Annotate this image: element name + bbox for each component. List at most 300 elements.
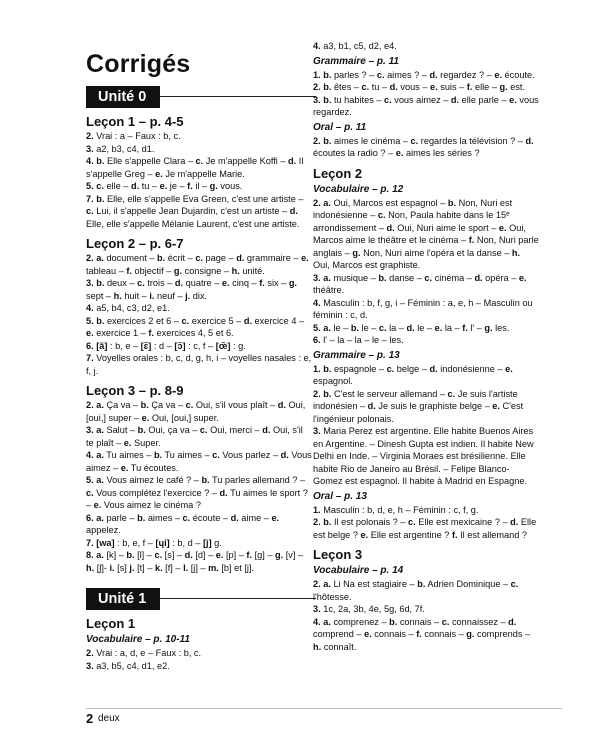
answer-label: d.: [219, 487, 228, 498]
answer-label: c.: [376, 69, 385, 80]
answer-text: tu –: [139, 181, 160, 191]
answer-text: Elle est belge ?: [313, 517, 537, 540]
answer-text: Vous parlez –: [219, 450, 281, 460]
answer-entry: [86, 647, 312, 660]
answer-entry: [86, 424, 312, 449]
answer-entry: [313, 603, 539, 616]
answer-entry: [86, 537, 312, 550]
answer-text: [l] –: [134, 550, 155, 560]
unit-banner-unite-1: [86, 588, 312, 610]
answer-text: Vous aimez le cinéma ?: [101, 500, 201, 510]
answer-text: Oui, [oui,] super –: [86, 400, 306, 423]
answer-label: e.: [123, 437, 132, 448]
answer-label: 4.: [313, 41, 321, 51]
answer-text: espagnol.: [313, 376, 353, 386]
answer-text: [j] –: [188, 562, 209, 573]
answer-label: 4. a.: [313, 616, 331, 627]
answer-text: elle –: [472, 82, 500, 92]
answer-label: e.: [301, 253, 309, 263]
answer-label: c.: [424, 272, 433, 283]
answer-entry: [313, 135, 539, 160]
answer-label: e.: [215, 550, 224, 560]
answer-label: d.: [508, 616, 517, 627]
answer-label: 7. [wa]: [86, 537, 115, 548]
answer-text: huit –: [121, 290, 150, 301]
answer-text: connais –: [371, 629, 417, 639]
answer-text: Tu aimes –: [162, 450, 213, 460]
answer-text: Elle s'appelle Clara –: [104, 156, 196, 166]
answer-text: elle –: [103, 181, 131, 191]
answer-text: document –: [103, 253, 158, 263]
answer-label: d.: [243, 315, 252, 326]
answer-text: Non, Nuri est indonésienne –: [313, 197, 513, 220]
answer-text: opéra –: [482, 272, 519, 283]
answer-label: f.: [148, 328, 154, 338]
answer-label: e.: [141, 412, 150, 423]
section-heading: Grammaire – p. 11: [313, 55, 399, 67]
answer-label: 3.: [313, 426, 321, 436]
answer-text: a3, b5, c4, d1, e2.: [93, 660, 170, 671]
answer-text: Oui, Marcos aime le théâtre et le cinéma –: [313, 222, 526, 245]
answer-text: théâtre.: [313, 285, 345, 295]
answer-label: j.: [185, 290, 191, 301]
answer-entry: [86, 449, 312, 474]
answer-label: h.: [86, 562, 95, 573]
answer-entry: [86, 352, 312, 377]
lesson-heading: Leçon 1: [86, 616, 136, 631]
answer-label: f.: [246, 550, 253, 560]
answer-text: Je suis l'artiste indonésien –: [313, 388, 518, 411]
answer-label: c.: [195, 156, 204, 166]
answer-label: c.: [386, 363, 395, 374]
answer-label: c.: [384, 94, 392, 105]
answer-text: vous –: [397, 82, 430, 92]
answer-text: Je m'appelle Marie.: [162, 168, 245, 179]
answer-label: 3. a.: [86, 425, 104, 435]
answer-text: Oui, s'il te plaît –: [86, 425, 303, 448]
section-spacer: [86, 574, 312, 588]
answer-text: regardez ? –: [437, 69, 495, 80]
answer-label: c.: [181, 315, 190, 326]
answer-text: est.: [507, 82, 526, 92]
answer-text: l'hôtesse.: [313, 591, 352, 602]
answer-label: b.: [137, 512, 146, 523]
answer-entry: [86, 130, 312, 143]
answer-text: [t] –: [134, 562, 155, 573]
answer-text: Ça va –: [148, 400, 186, 410]
answer-entry: [86, 315, 312, 340]
answer-text: Oui, [oui,] super.: [149, 412, 219, 423]
answer-entry: [313, 425, 539, 488]
answer-label: 6. [ã]: [86, 340, 108, 351]
answer-label: b.: [126, 550, 135, 560]
answer-text: aimes le cinéma –: [331, 135, 411, 146]
answer-label: g.: [352, 247, 361, 258]
answer-text: Vous complétez l'exercice ? –: [93, 487, 220, 498]
answer-text: neuf –: [154, 290, 186, 301]
answer-label: m.: [208, 562, 219, 573]
answer-label: 5. a.: [313, 322, 331, 333]
answer-label: d.: [230, 512, 239, 523]
answer-entry: [313, 272, 539, 297]
answer-label: b.: [389, 616, 398, 627]
answer-text: cinq –: [229, 278, 260, 288]
answer-text: comprenez –: [330, 616, 390, 627]
answer-entry: [313, 197, 539, 272]
answer-text: Il s'appelle Greg –: [86, 156, 304, 179]
answer-label: 3. a.: [313, 272, 331, 283]
answer-label: 3.: [86, 660, 94, 671]
section-heading: Vocabulaire – p. 12: [313, 183, 404, 195]
answer-label: 2. a.: [86, 400, 104, 410]
answer-text: aimes –: [145, 512, 183, 523]
answer-text: [s] –: [162, 550, 185, 560]
answer-label: c.: [195, 253, 203, 263]
answer-text: le –: [358, 322, 379, 333]
answer-label: 2. a.: [313, 197, 331, 208]
left-column: [86, 86, 312, 672]
answer-text: parle –: [103, 512, 138, 523]
answer-text: grammaire –: [244, 253, 302, 263]
answer-text: écoute.: [502, 69, 535, 80]
answer-text: Non, Nuri parle anglais –: [313, 235, 539, 258]
answer-label: 3.: [313, 604, 321, 614]
answer-entry: [313, 322, 539, 335]
answer-label: h.: [113, 290, 122, 301]
unit-banner-unite-0: [86, 86, 312, 108]
answer-entry: [313, 69, 539, 82]
answer-label: 5. a.: [86, 475, 104, 485]
answer-label: d.: [288, 156, 297, 166]
answer-text: : d –: [151, 340, 175, 351]
answer-text: connais –: [397, 616, 442, 627]
answer-label: b.: [201, 475, 210, 485]
answer-label: 7.: [86, 353, 94, 363]
answer-entry: [86, 474, 312, 512]
answer-entry: [313, 297, 539, 322]
answer-label: 1. b.: [313, 363, 332, 374]
answer-label: 3. b.: [86, 278, 105, 288]
answer-text: Maria Perez est argentine. Elle habite Buenos Aires en Argentine. – Dinesh Gupta est indien. Il habite New Delhi en Inde. – Virginia Moraes est brésilienne. Elle habite Rio de Janeiro au Brésil. – Felipe Blanco-Gomez est espagnol. Il habite à Madrid en Espagne.: [313, 426, 534, 486]
answer-text: Masculin : b, d, e, h – Féminin : c, f, g.: [320, 504, 479, 515]
answer-text: page –: [202, 253, 237, 263]
lesson-heading: Leçon 3: [313, 547, 363, 562]
answer-text: Tu écoutes.: [128, 462, 179, 473]
answer-label: h.: [511, 247, 521, 258]
answer-entry: [86, 302, 312, 315]
answer-text: musique –: [330, 272, 379, 283]
answer-label: e.: [494, 69, 502, 80]
right-column: [313, 40, 539, 653]
answer-label: c.: [182, 512, 191, 523]
answer-text: écoute –: [190, 512, 231, 523]
answer-label: d.: [236, 253, 245, 263]
answer-label: e.: [492, 401, 500, 411]
answer-text: unité.: [239, 265, 265, 276]
answer-text: l' – la – la – le – les.: [320, 335, 404, 345]
answer-text: : b, e, f –: [114, 537, 156, 548]
answer-label: f.: [462, 322, 468, 333]
answer-label: e.: [518, 272, 527, 283]
answer-text: Super.: [131, 437, 161, 448]
answer-label: [ɛ̃]: [140, 340, 152, 351]
answer-text: : c, f –: [185, 340, 216, 351]
answer-text: objectif –: [131, 265, 174, 276]
section-heading: Vocabulaire – p. 10-11: [86, 634, 190, 645]
answer-text: il –: [192, 181, 210, 191]
answer-text: exercice 1 –: [93, 328, 149, 338]
answer-text: Il est polonais ? –: [331, 517, 408, 527]
answer-text: regardes la télévision ? –: [418, 135, 526, 146]
answer-text: Oui, Nuri aime le sport –: [394, 222, 499, 233]
answer-text: Tu aimes –: [103, 450, 154, 460]
answer-label: d.: [262, 425, 271, 435]
answer-label: 2. b.: [313, 388, 332, 399]
answer-label: b.: [447, 197, 457, 208]
answer-entry: [86, 512, 312, 537]
answer-label: 4. b.: [86, 156, 105, 166]
answer-label: d.: [280, 450, 289, 460]
answer-text: Salut –: [103, 425, 138, 435]
answer-text: : b, d –: [169, 537, 203, 548]
answer-text: Oui, Marcos est graphiste.: [313, 260, 421, 270]
answer-text: [g] –: [252, 550, 276, 560]
answer-text: connaissez –: [449, 616, 509, 627]
answer-label: 4. a.: [86, 450, 104, 460]
answer-text: vous regardez.: [313, 94, 539, 117]
answer-text: le –: [330, 322, 351, 333]
answer-entry: [313, 363, 539, 388]
answer-label: g.: [499, 82, 508, 92]
answer-text: Oui, Marcos est espagnol –: [330, 197, 448, 208]
answer-text: : g.: [230, 340, 246, 351]
answer-text: Ça va –: [103, 400, 141, 410]
answer-label: 1. b.: [313, 69, 332, 80]
answer-label: 8. a.: [86, 550, 104, 560]
answer-text: Vous aimez le café ? –: [103, 475, 202, 485]
answer-text: exercice 4 –: [252, 315, 305, 326]
answer-text: parles ? –: [331, 69, 377, 80]
answer-label: b.: [378, 272, 387, 283]
answer-label: c.: [510, 579, 519, 589]
answer-label: g.: [275, 550, 284, 560]
answer-text: C'est le serveur allemand –: [331, 388, 448, 399]
answer-label: c.: [378, 322, 387, 333]
section-heading: Vocabulaire – p. 14: [313, 565, 404, 576]
answer-label: c.: [154, 550, 163, 560]
answer-text: comprend –: [313, 629, 365, 639]
answer-text: Elle est argentine ?: [368, 529, 452, 540]
answer-text: [s]: [114, 562, 130, 573]
answer-label: h.: [231, 265, 240, 276]
answer-label: d.: [429, 363, 438, 374]
answer-label: 1.: [313, 504, 321, 515]
answer-label: i.: [109, 562, 115, 573]
answer-text: la –: [386, 322, 407, 333]
answer-label: [ɥi]: [155, 537, 170, 548]
answer-entry: [313, 504, 539, 517]
answer-label: [œ̃]: [215, 340, 231, 351]
answer-label: d.: [130, 181, 140, 191]
answer-text: l' –: [467, 322, 485, 333]
answer-text: Vrai : a – Faux : b, c.: [93, 131, 181, 141]
answer-text: connais –: [421, 629, 467, 639]
answer-label: d.: [525, 135, 534, 146]
answer-label: c.: [137, 278, 145, 288]
answer-label: 3.: [86, 143, 94, 154]
answer-label: e.: [221, 278, 230, 288]
answer-text: vous.: [217, 181, 243, 191]
answer-label: g.: [288, 278, 297, 288]
answer-label: b.: [417, 579, 426, 589]
answer-label: d.: [389, 82, 398, 92]
answer-text: exercices 4, 5 et 6.: [153, 328, 234, 338]
answer-label: e.: [86, 328, 94, 338]
section-heading: Oral – p. 13: [313, 490, 367, 502]
answer-text: elle parle –: [459, 94, 510, 105]
answer-text: six –: [264, 278, 289, 288]
answer-text: êtes –: [331, 82, 362, 92]
answer-label: c.: [212, 450, 220, 460]
lesson-heading: Leçon 2 – p. 6-7: [86, 236, 184, 251]
answer-label: 3. b.: [313, 94, 332, 105]
answer-text: aime –: [238, 512, 272, 523]
answer-entry: [313, 578, 539, 603]
answer-text: : b, e –: [107, 340, 141, 351]
answer-entry: [86, 660, 312, 673]
answer-entry: [86, 193, 312, 231]
section-heading: Grammaire – p. 13: [313, 349, 400, 361]
answer-label: e.: [360, 529, 369, 540]
answer-label: f.: [416, 629, 422, 639]
answer-text: écoutes la radio ? –: [313, 148, 396, 158]
answer-label: 2. b.: [313, 82, 332, 92]
answer-label: d.: [406, 322, 415, 333]
answer-text: écrit –: [165, 253, 196, 263]
answer-label: f.: [187, 181, 193, 191]
answer-text: Oui, s'il vous plaît –: [193, 400, 278, 410]
answer-text: trois –: [144, 278, 175, 288]
answer-text: belge –: [394, 363, 430, 374]
answer-entry: [86, 155, 312, 180]
answer-text: [b] et [j].: [218, 562, 255, 573]
answer-text: a2, b3, c4, d1.: [93, 143, 155, 154]
answer-text: danse –: [386, 272, 425, 283]
answer-text: sept –: [86, 290, 114, 301]
answer-text: a5, b4, c3, d2, e1.: [93, 303, 170, 313]
answer-text: [p] –: [223, 550, 247, 560]
section-heading: Oral – p. 11: [313, 121, 367, 133]
answer-label: e.: [93, 500, 102, 510]
answer-label: c.: [86, 206, 94, 216]
answer-text: C'est l'ingénieur polonais.: [313, 401, 524, 424]
answer-text: Oui, ça va –: [145, 425, 200, 435]
answer-text: aimes ? –: [384, 69, 430, 80]
page-number-word: deux: [98, 713, 120, 724]
answer-label: i.: [149, 290, 155, 301]
answer-text: cinéma –: [432, 272, 475, 283]
footer-divider: [86, 708, 562, 709]
answer-entry: [86, 340, 312, 353]
answer-entry: [313, 40, 539, 53]
answer-entry: [86, 143, 312, 156]
answer-text: Tu aimes le sport ? –: [86, 487, 308, 510]
answer-text: la –: [442, 322, 463, 333]
answer-entry: [313, 616, 539, 654]
answer-label: e.: [434, 322, 443, 333]
answer-label: 2. b.: [313, 135, 332, 146]
answer-text: indonésienne –: [437, 363, 506, 374]
answer-label: g.: [484, 322, 493, 333]
answer-label: c.: [199, 425, 208, 435]
page-number: 2: [86, 711, 94, 726]
unit-heading: Unité 1: [86, 588, 160, 610]
answer-entry: [313, 81, 539, 94]
answer-entry: [313, 388, 539, 426]
lesson-heading: Leçon 2: [313, 165, 363, 181]
answer-label: b.: [157, 253, 166, 263]
answer-text: [k] –: [103, 550, 127, 560]
answer-entry: [86, 180, 312, 193]
answer-label: j.: [129, 562, 135, 573]
answer-text: Masculin : b, f, g, i – Féminin : a, e, h – Masculin ou féminin : c, d.: [313, 297, 533, 320]
answer-label: d.: [184, 550, 193, 560]
page-title: Corrigés: [86, 50, 191, 78]
answer-entry: [86, 252, 312, 277]
answer-label: b.: [153, 450, 163, 460]
answer-entry: [313, 334, 539, 347]
answer-label: c.: [408, 517, 416, 527]
answer-label: d.: [174, 278, 184, 288]
answer-text: Lui, il s'appelle Jean Dujardin, c'est un artiste –: [93, 206, 290, 216]
answer-entry: [86, 399, 312, 424]
answer-label: c.: [410, 135, 419, 146]
answer-entry: [86, 549, 312, 574]
answer-text: Tu parles allemand ? –: [209, 475, 306, 485]
answer-label: f.: [466, 82, 473, 92]
answer-text: quatre –: [183, 278, 222, 288]
answer-text: [ʃ]-: [94, 562, 110, 573]
answer-text: Non, Nuri aime l'opéra et la danse –: [360, 247, 512, 258]
answer-text: Je suis le graphiste belge –: [375, 401, 493, 411]
answer-text: Voyelles orales : b, c, d, g, h, i – voyelles nasales : e, f, j.: [86, 353, 312, 376]
answer-label: e.: [159, 181, 168, 191]
answer-entry: [313, 516, 539, 541]
answer-text: vous aimez –: [391, 94, 451, 105]
answer-label: [j]: [202, 537, 212, 548]
answer-label: c.: [361, 82, 370, 92]
answer-text: tu –: [369, 82, 390, 92]
answer-text: exercice 5 –: [189, 315, 244, 326]
answer-text: Oui, merci –: [207, 425, 263, 435]
answer-label: d.: [277, 400, 286, 410]
answer-text: suis –: [437, 82, 467, 92]
answer-label: 4.: [313, 297, 321, 308]
answer-label: [ɔ̃]: [174, 340, 186, 351]
answer-text: dix.: [190, 290, 208, 301]
answer-label: c.: [185, 400, 194, 410]
answer-label: 2. b.: [313, 517, 332, 527]
answer-text: connaît.: [321, 641, 357, 652]
answer-text: deux –: [104, 278, 138, 288]
answer-label: c.: [86, 487, 94, 498]
unit-heading: Unité 0: [86, 86, 160, 108]
answer-label: 4.: [86, 303, 94, 313]
answer-label: c.: [377, 210, 386, 220]
answer-text: aimes les séries ?: [403, 148, 480, 158]
answer-label: g.: [173, 265, 183, 276]
answer-label: e.: [364, 629, 372, 639]
